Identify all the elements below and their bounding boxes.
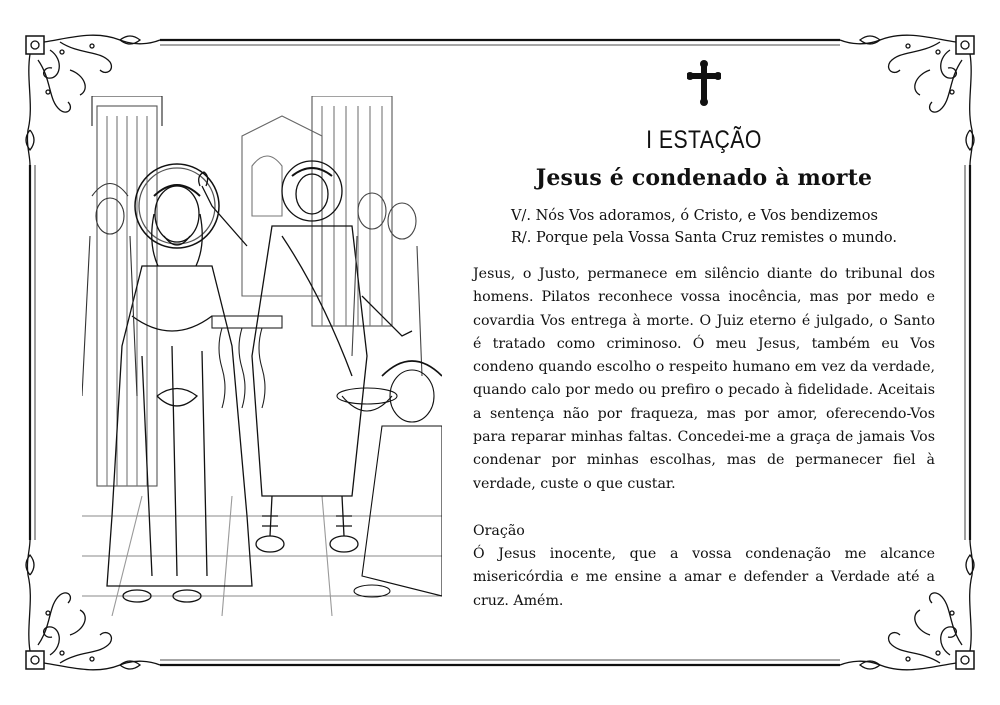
versicles [511,205,935,249]
versicle-r: R/. Porque pela Vossa Santa Cruz remistes o mundo. [511,230,897,246]
line-art-illustration [82,96,442,616]
cross-icon [687,60,721,106]
prayer-label: Oração [473,522,525,539]
station-title: Jesus é condenado à morte [535,165,873,191]
text-column [473,60,935,613]
cross-header [473,60,935,112]
illustration-jesus-before-pilate [82,96,442,616]
meditation-text: Jesus, o Justo, permanece em silêncio diante do tribunal dos homens. Pilatos reconhece vossa inocência, mas por medo e covardia Vos entrega à morte. O Juiz eterno é julgado, o Santo é tratado como criminoso. Ó meu Jesus, também eu Vos condeno quando escolho o respeito humano em vez da verdade, quando calo por medo ou prefiro o pecado à fidelidade. Aceitais a sentença não por fraqueza, mas por amor, oferecendo-Vos para reparar minhas faltas. Concedei-me a graça de jamais Vos condenar por minhas escolhas, mas de permanecer fiel à verdade, custe o que custar. [473,266,935,492]
station-number: I ESTAÇÃO [646,126,762,154]
prayer-text: Ó Jesus inocente, que a vossa condenação me alcance misericórdia e me ensine a amar e defender a Verdade até a cruz. Amém. [473,545,935,609]
versicle-v: V/. Nós Vos adoramos, ó Cristo, e Vos bendizemos [511,208,878,224]
